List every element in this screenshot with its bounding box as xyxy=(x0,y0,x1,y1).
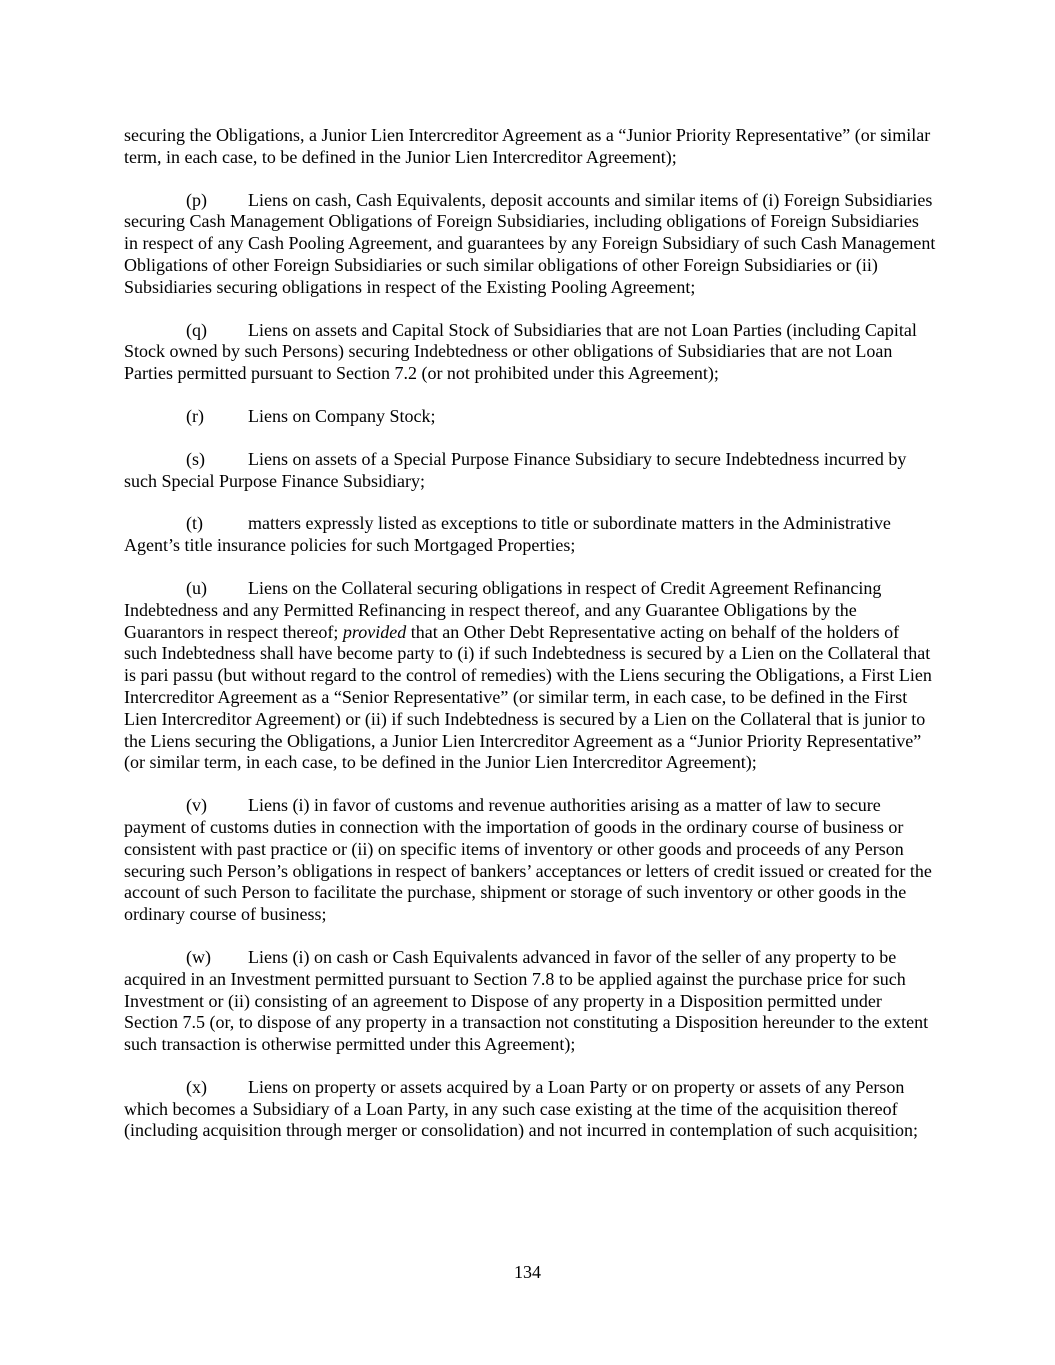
clause-text-before: Liens on the Collateral securing obligations in respect of Credit Agreement Refinancing Indebtedness and any Permitted Refinancing in respect thereof, and any Guarantee Obligations by the Guarantors in respect thereof; xyxy=(124,577,882,642)
continuation-paragraph: securing the Obligations, a Junior Lien Intercreditor Agreement as a “Junior Priority Representative” (or similar term, in each case, to be defined in the Junior Lien Intercreditor Agreement); xyxy=(124,125,931,167)
clause-r xyxy=(124,406,936,428)
clause-text: Liens on assets and Capital Stock of Subsidiaries that are not Loan Parties (including Capital Stock owned by such Persons) securing Indebtedness or other obligations of Subsidiaries that are not Loan Parties permitted pursuant to Section 7.2 (or not prohibited under this Agreement); xyxy=(124,319,917,384)
clause-x xyxy=(124,1077,936,1142)
clause-s xyxy=(124,449,936,493)
clause-p xyxy=(124,190,936,299)
clause-text: matters expressly listed as exceptions to title or subordinate matters in the Administrative Agent’s title insurance policies for such Mortgaged Properties; xyxy=(124,513,891,556)
clause-w xyxy=(124,947,936,1056)
clause-label: (q) xyxy=(186,319,207,340)
clause-label: (r) xyxy=(186,405,204,426)
clause-text-after: that an Other Debt Representative acting on behalf of the holders of such Indebtedness shall have become party to (i) if such Indebtedness is secured by a Lien on the Collateral that is pari passu (but without regard to the control of remedies) with the Liens securing the Obligations, a First Lien Intercreditor Agreement as a “Senior Representative” (or similar term, in each case, to be defined in the First Lien Intercreditor Agreement) or (ii) if such Indebtedness is secured by a Lien on the Collateral that is junior to the Liens securing the Obligations, a Junior Lien Intercreditor Agreement as a “Junior Priority Representative” (or similar term, in each case, to be defined in the Junior Lien Intercreditor Agreement); xyxy=(124,621,932,773)
clause-text: Liens on cash, Cash Equivalents, deposit accounts and similar items of (i) Foreign Subsidiaries securing Cash Management Obligations of Foreign Subsidiaries, including obligations of Foreign Subsidiaries in respect of any Cash Pooling Agreement, and guarantees by any Foreign Subsidiary of such Cash Management Obligations of other Foreign Subsidiaries or such similar obligations of other Foreign Subsidiaries or (ii) Subsidiaries securing obligations in respect of the Existing Pooling Agreement; xyxy=(124,189,936,297)
clause-label: (u) xyxy=(186,577,207,598)
clause-text: Liens (i) on cash or Cash Equivalents advanced in favor of the seller of any property to be acquired in an Investment permitted pursuant to Section 7.8 to be applied against the purchase price for such Investment or (ii) consisting of an agreement to Dispose of any property in a Disposition permitted under Section 7.5 (or, to dispose of any property in a transaction not constituting a Disposition hereunder to the extent such transaction is otherwise permitted under this Agreement); xyxy=(124,946,929,1055)
clause-italic-term: provided xyxy=(342,621,407,642)
clause-text: Liens on assets of a Special Purpose Finance Subsidiary to secure Indebtedness incurred by such Special Purpose Finance Subsidiary; xyxy=(124,448,907,491)
clause-q xyxy=(124,320,936,385)
clause-label: (t) xyxy=(186,513,203,534)
clause-label: (s) xyxy=(186,448,205,469)
clause-label: (v) xyxy=(186,795,207,816)
clause-text: Liens on Company Stock; xyxy=(248,405,436,426)
page-number: 134 xyxy=(514,1262,541,1282)
clause-label: (w) xyxy=(186,946,211,967)
clause-label: (x) xyxy=(186,1076,207,1097)
clause-text: Liens (i) in favor of customs and revenue authorities arising as a matter of law to secure payment of customs duties in connection with the importation of goods in the ordinary course of business or consistent with past practice or (ii) on specific items of inventory or other goods and proceeds of any Person securing such Person’s obligations in respect of bankers’ acceptances or letters of credit issued or created for the account of such Person to facilitate the purchase, shipment or storage of such inventory or other goods in the ordinary course of business; xyxy=(124,795,932,925)
clause-label: (p) xyxy=(186,189,207,210)
document-body xyxy=(124,125,936,1163)
clause-v xyxy=(124,795,936,926)
clause-u xyxy=(124,578,936,774)
clause-text: Liens on property or assets acquired by a Loan Party or on property or assets of any Person which becomes a Subsidiary of a Loan Party, in any such case existing at the time of the acquisition thereof (including acquisition through merger or consolidation) and not incurred in contemplation of such acquisition; xyxy=(124,1076,918,1141)
clause-t xyxy=(124,513,936,557)
